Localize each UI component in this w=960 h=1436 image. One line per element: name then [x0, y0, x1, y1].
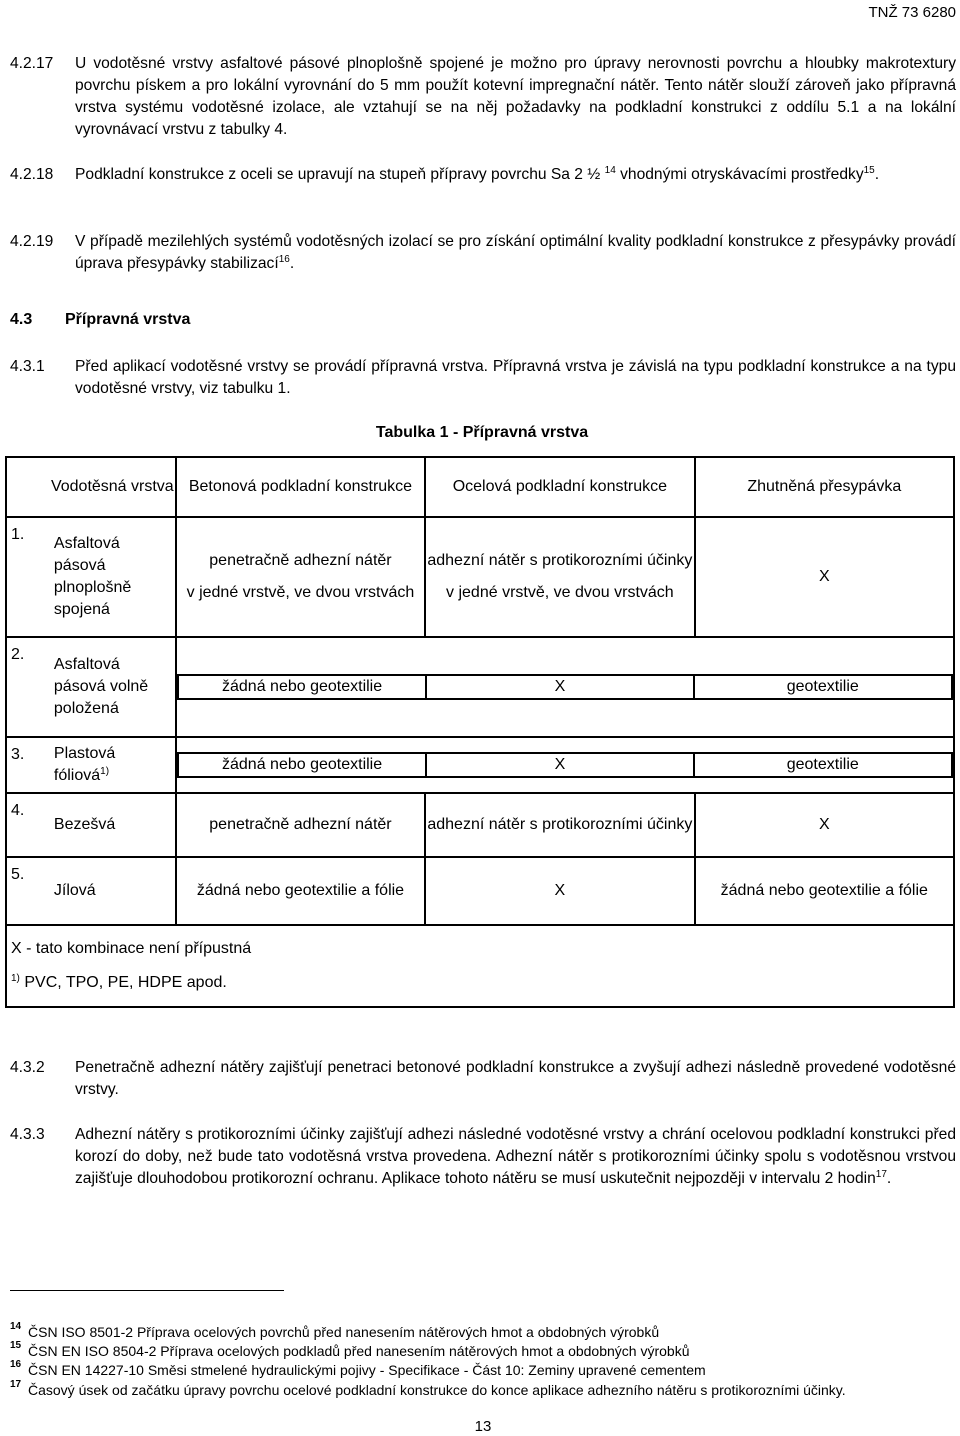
footnote [10, 1322, 956, 1342]
footnote-number: 17 [10, 1379, 22, 1390]
footnote-ref: 17 [875, 1169, 887, 1180]
paragraph-text: U vodotěsné vrstvy asfaltové pásové plnoplošně spojené je možno pro úpravy nerovnosti povrchu a hloubky makrotextury povrchu pískem a pro lokální vyrovnání do 5 mm použít kotevní impregnační nátěr. Tento nátěr slouží zároveň jako přípravná vrstva systému vodotěsné izolace, ale vztahují se na něj požadavky na podkladní konstrukci z oddílu 5.1 a na lokální vyrovnávací vrstvu z tabulky 4. [75, 55, 956, 138]
paragraph-text: Podkladní konstrukce z oceli se upravují na stupeň přípravy povrchu Sa 2 ½ [75, 166, 601, 183]
header-waterproof-layer: Vodotěsná vrstva [50, 457, 176, 517]
row-steel: X [426, 753, 693, 777]
row-layer: Bezešvá [50, 793, 176, 857]
table-row [6, 637, 954, 737]
row-concrete: žádná nebo geotextilie [178, 753, 427, 777]
table-footnote: $^{1)}$ PVC, TPO, PE, HDPE apod. [11, 973, 227, 991]
row-steel: X [425, 857, 694, 925]
footnote [10, 1341, 956, 1361]
row-number: 5. [6, 857, 50, 925]
table-notes-row [6, 925, 954, 1007]
row-merged-values [176, 637, 954, 737]
table-row [6, 857, 954, 925]
paragraph-4-2-19 [10, 231, 956, 275]
table-notes [6, 925, 954, 1007]
section-heading [10, 311, 191, 329]
paragraph-4-2-17 [10, 53, 956, 141]
row-layer: Asfaltová pásová plnoplošně spojená [50, 517, 176, 637]
footnote-number: 16 [10, 1359, 22, 1370]
footnote-number: 14 [10, 1321, 22, 1332]
footnote-separator [10, 1290, 284, 1291]
preparatory-layer-table [5, 456, 955, 1008]
row-concrete: žádná nebo geotextilie [178, 675, 427, 699]
table-caption: Tabulka 1 - Přípravná vrstva [375, 424, 589, 441]
paragraph-4-2-18 [10, 164, 956, 186]
page-number: 13 [474, 1418, 492, 1435]
row-number: 2. [6, 637, 50, 737]
footnote [10, 1380, 956, 1400]
document-id: TNŽ 73 6280 [868, 4, 956, 21]
paragraph-4-3-3 [10, 1124, 956, 1190]
row-concrete [176, 517, 425, 637]
table-row [6, 737, 954, 793]
row-backfill: geotextilie [694, 753, 952, 777]
header-backfill: Zhutněná přesypávka [695, 457, 954, 517]
footnote-ref: 16 [278, 254, 290, 265]
row-layer: Plastová fóliová$^{1)}$ [50, 737, 176, 793]
x-note: X - tato kombinace není přípustná [11, 940, 252, 957]
row-steel: adhezní nátěr s protikorozními účinky [425, 793, 694, 857]
paragraph-number: 4.2.19 [10, 233, 54, 250]
concrete-primary: penetračně adhezní nátěr [209, 552, 392, 569]
steel-primary: adhezní nátěr s protikorozními účinky [427, 552, 693, 569]
paragraph-number: 4.3.2 [10, 1059, 45, 1076]
footnote-ref: 14 [604, 165, 616, 176]
paragraph-text: Před aplikací vodotěsné vrstvy se provádí přípravná vrstva. Přípravná vrstva je závislá na typu podkladní konstrukce a na typu vodotěsné vrstvy, viz tabulku 1. [75, 358, 956, 397]
paragraph-number: 4.2.18 [10, 166, 54, 183]
paragraph-end: . [289, 255, 295, 272]
row-backfill: X [695, 517, 954, 637]
paragraph-number: 4.2.17 [10, 55, 54, 72]
paragraph-number: 4.3.1 [10, 358, 45, 375]
row-steel [425, 517, 694, 637]
steel-secondary: v jedné vrstvě, ve dvou vrstvách [446, 584, 674, 601]
section-title: Přípravná vrstva [65, 311, 191, 328]
row-layer: Asfaltová pásová volně položená [50, 637, 176, 737]
footnote-text: ČSN EN ISO 8504-2 Příprava ocelových podkladů před nanesením nátěrových hmot a obdobných výrobků [28, 1343, 690, 1359]
paragraph-4-3-2 [10, 1057, 956, 1101]
concrete-secondary: v jedné vrstvě, ve dvou vrstvách [186, 584, 415, 601]
paragraph-text: Adhezní nátěry s protikorozními účinky zajišťují adhezi následné vodotěsné vrstvy a chrání ocelovou podkladní konstrukci před korozí do doby, než bude tato vodotěsná vrstva provedena. Adhezní nátěr s protikorozními účinky spolu s vodotěsnou vrstvou zajišťuje dlouhodobou protikorozní ochranu. Aplikace tohoto nátěru se musí uskutečnit nejpozději v intervalu 2 hodin [75, 1126, 956, 1187]
paragraph-end: . [874, 166, 880, 183]
paragraph-text: Penetračně adhezní nátěry zajišťují penetraci betonové podkladní konstrukce a zvyšují adhezi následně provedené vodotěsné vrstvy. [75, 1059, 956, 1098]
row-backfill: X [695, 793, 954, 857]
paragraph-number: 4.3.3 [10, 1126, 45, 1143]
header-concrete: Betonová podkladní konstrukce [176, 457, 425, 517]
footnote-ref: 1) [100, 766, 110, 777]
row-number: 1. [6, 517, 50, 637]
paragraph-4-3-1 [10, 356, 956, 400]
footnote-number: 15 [10, 1340, 22, 1351]
row-concrete: žádná nebo geotextilie a fólie [176, 857, 425, 925]
footnote-text: ČSN ISO 8501-2 Příprava ocelových povrchů před nanesením nátěrových hmot a obdobných výrobků [28, 1324, 660, 1340]
row-concrete: penetračně adhezní nátěr [176, 793, 425, 857]
row-steel: X [426, 675, 693, 699]
header-number-cell [6, 457, 50, 517]
table-header-row [6, 457, 954, 517]
footnote-text: Časový úsek od začátku úpravy povrchu ocelové podkladní konstrukce do konce aplikace adhezního nátěru s protikorozními účinky. [28, 1382, 846, 1398]
header-steel: Ocelová podkladní konstrukce [425, 457, 694, 517]
row-backfill: žádná nebo geotextilie a fólie [695, 857, 954, 925]
table-row [6, 517, 954, 637]
paragraph-text-cont: vhodnými otryskávacími prostředky [620, 166, 864, 183]
paragraph-text: V případě mezilehlých systémů vodotěsných izolací se pro získání optimální kvality podkladní konstrukce z přesypávky provádí úprava přesypávky stabilizací [75, 233, 956, 272]
footnote-ref: 15 [863, 165, 875, 176]
paragraph-end: . [886, 1170, 892, 1187]
row-layer: Jílová [50, 857, 176, 925]
section-number: 4.3 [10, 311, 33, 328]
table-row [6, 793, 954, 857]
footnote [10, 1360, 956, 1380]
row-backfill: geotextilie [694, 675, 952, 699]
footnote-text: ČSN EN 14227-10 Směsi stmelené hydraulickými pojivy - Specifikace - Část 10: Zeminy upravené cementem [28, 1362, 706, 1378]
row-merged-values [176, 737, 954, 793]
row-number: 4. [6, 793, 50, 857]
row-number: 3. [6, 737, 50, 793]
